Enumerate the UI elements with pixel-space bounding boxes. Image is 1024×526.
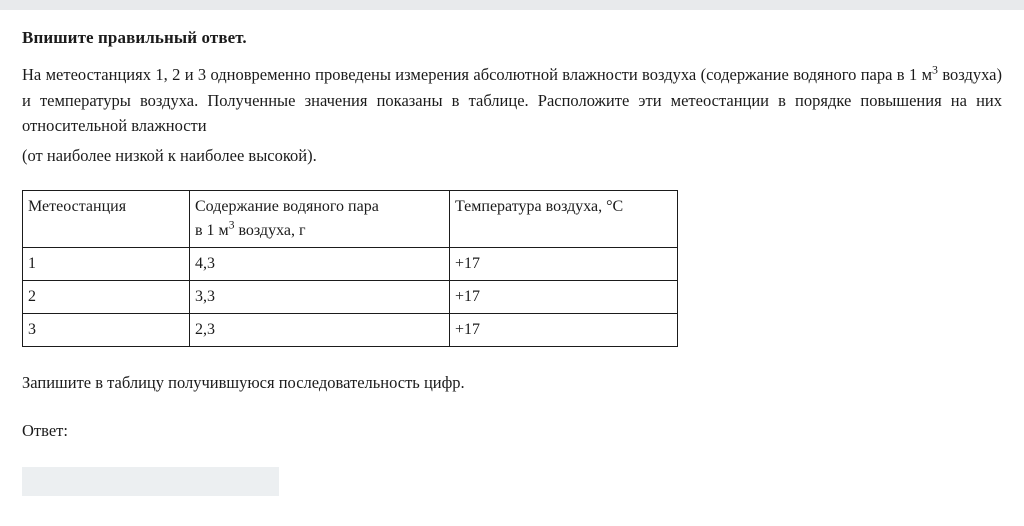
table-row [23, 248, 678, 281]
table-header-vapor-line2-suffix: воздуха, г [234, 222, 306, 240]
table-header-vapor [190, 191, 450, 248]
task-statement-part2: воздуха) и температуры воздуха. Полученные значения показаны в таблице. Расположите эти метеостанции в порядке повышения на них относительной влажности [22, 65, 1002, 136]
cell-station-2: 2 [23, 281, 190, 314]
cell-vapor-2: 3,3 [190, 281, 450, 314]
task-statement-tail: (от наиболее низкой к наиболее высокой). [22, 145, 317, 165]
table-header-temperature: Температура воздуха, °С [450, 191, 678, 248]
task-statement [22, 62, 1002, 139]
cubic-meter-exponent: 3 [932, 62, 938, 77]
cell-temperature-1: +17 [450, 248, 678, 281]
cell-station-3: 3 [23, 314, 190, 347]
cell-vapor-3: 2,3 [190, 314, 450, 347]
table-header-vapor-line1: Содержание водяного пара [195, 198, 379, 216]
table-row [23, 314, 678, 347]
document-page [0, 10, 1024, 496]
instruction-text: Запишите в таблицу получившуюся последовательность цифр. [22, 373, 465, 393]
table-header-row [23, 191, 678, 248]
table-header-vapor-line2-prefix: в 1 м [195, 222, 229, 240]
page-title: Впишите правильный ответ. [22, 28, 247, 47]
cell-vapor-1: 4,3 [190, 248, 450, 281]
table-header-station: Метеостанция [23, 191, 190, 248]
task-statement-part1: На метеостанциях 1, 2 и 3 одновременно проведены измерения абсолютной влажности воздуха (содержание водяного пара в 1 м [22, 65, 933, 84]
cell-station-1: 1 [23, 248, 190, 281]
answer-input[interactable] [22, 467, 279, 496]
top-strip [0, 0, 1024, 10]
cell-temperature-3: +17 [450, 314, 678, 347]
cell-temperature-2: +17 [450, 281, 678, 314]
measurements-table [22, 190, 678, 347]
table-row [23, 281, 678, 314]
answer-label: Ответ: [22, 421, 68, 441]
table-header-vapor-exponent: 3 [228, 219, 235, 232]
